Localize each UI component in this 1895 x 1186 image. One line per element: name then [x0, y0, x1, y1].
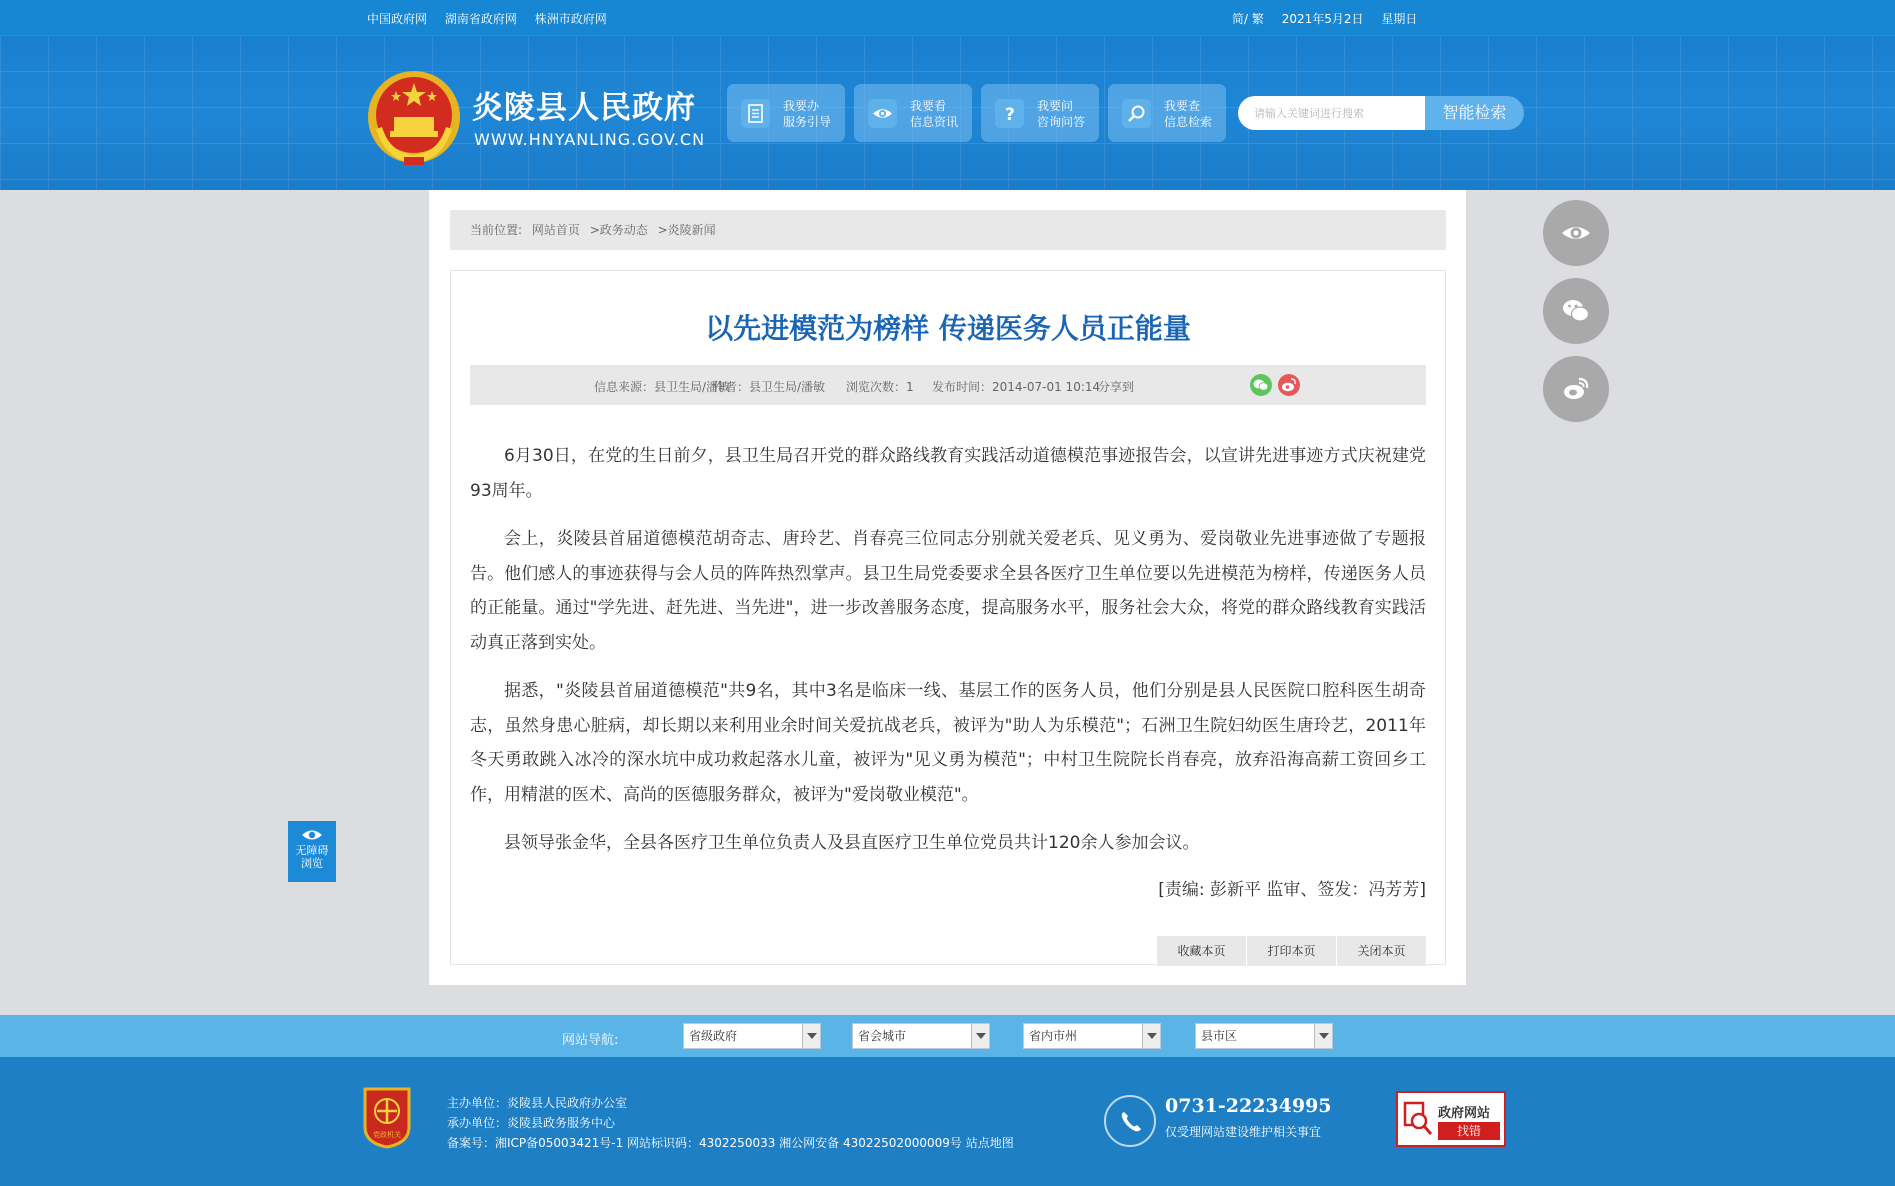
accessibility-line2: 浏览	[301, 857, 323, 870]
service-banli-button[interactable]	[727, 84, 845, 142]
accessibility-button[interactable]	[288, 821, 336, 882]
breadcrumb-prefix: 当前位置:	[470, 223, 523, 237]
site-header	[0, 35, 1895, 190]
top-links	[367, 10, 621, 27]
lang-switch[interactable]: 简/ 繁	[1232, 12, 1264, 26]
side-eye-button[interactable]	[1543, 200, 1609, 266]
article-paragraph: 6月30日，在党的生日前夕，县卫生局召开党的群众路线教育实践活动道德模范事迹报告会，以宣讲先进事迹方式庆祝建党93周年。	[470, 446, 1426, 501]
top-right-info	[1232, 10, 1431, 27]
footer-info	[447, 1093, 1014, 1153]
footer-host: 主办单位：炎陵县人民政府办公室	[447, 1096, 628, 1110]
article	[450, 270, 1446, 965]
footer-phone: 0731-22234995	[1165, 1095, 1332, 1117]
findbug-line1: 政府网站	[1438, 1106, 1491, 1121]
meta-source: 信息来源：县卫生局/潘敏	[594, 380, 731, 394]
meta-views: 浏览次数：1	[846, 380, 914, 394]
select-value: 省会城市	[858, 1029, 907, 1043]
article-paragraph: 会上，炎陵县首届道德模范胡奇志、唐玲艺、肖春亮三位同志分别就关爱老兵、见义勇为、爱岗敬业先进事迹做了专题报告。他们感人的事迹获得与会人员的阵阵热烈掌声。县卫生局党委要求全县各医疗卫生单位要以先进模范为榜样，传递医务人员的正能量。通过"学先进、赶先进、当先进"，进一步改善服务态度，提高服务水平，服务社会大众，将党的群众路线教育实践活动真正落到实处。	[470, 529, 1426, 653]
wechat-icon	[1560, 295, 1592, 327]
weibo-icon	[1560, 373, 1592, 405]
badge-text: 党政机关	[373, 1131, 401, 1139]
svg-text:?: ?	[1005, 105, 1015, 124]
link-zhuzhou-gov[interactable]: 株洲市政府网	[534, 12, 607, 26]
article-body	[470, 439, 1426, 875]
site-nav-bar	[0, 1015, 1895, 1057]
article-editor: [责编: 彭新平 监审、签发：冯芳芳]	[1158, 880, 1426, 900]
breadcrumb	[450, 210, 1446, 250]
meta-share-label: 分享到	[1098, 380, 1135, 394]
select-capital-cities[interactable]	[852, 1023, 990, 1049]
service-line1: 我要办	[783, 99, 820, 113]
footer-phone-note: 仅受理网站建设维护相关事宜	[1165, 1125, 1322, 1139]
breadcrumb-local-news[interactable]: >炎陵新闻	[657, 223, 716, 237]
side-wechat-button[interactable]	[1543, 278, 1609, 344]
eye-icon	[1560, 217, 1592, 249]
meta-published: 发布时间：2014-07-01 10:14	[932, 380, 1101, 394]
breadcrumb-news[interactable]: >政务动态	[589, 223, 648, 237]
eye-icon	[301, 828, 323, 842]
select-counties[interactable]	[1195, 1023, 1333, 1049]
article-paragraph: 据悉，"炎陵县首届道德模范"共9名，其中3名是临床一线、基层工作的医务人员，他们分别是县人民医院口腔科医生胡奇志，虽然身患心脏病，却长期以来利用业余时间关爱抗战老兵，被评为"助人为乐模范"；石洲卫生院妇幼医生唐玲艺，2011年冬天勇敢跳入冰冷的深水坑中成功救起落水儿童，被评为"见义勇为模范"；中村卫生院院长肖春亮，放弃沿海高薪工资回乡工作，用精湛的医术、高尚的医德服务群众，被评为"爱岗敬业模范"。	[470, 681, 1426, 805]
service-line2: 信息资讯	[910, 115, 959, 129]
gov-site-findbug-button[interactable]	[1396, 1091, 1506, 1147]
chevron-down-icon	[802, 1024, 820, 1048]
select-provincial[interactable]	[683, 1023, 821, 1049]
main-content	[429, 190, 1466, 985]
side-weibo-button[interactable]	[1543, 356, 1609, 422]
share-weibo-icon[interactable]	[1278, 374, 1300, 396]
top-bar	[0, 0, 1895, 35]
breadcrumb-home[interactable]: 网站首页	[531, 223, 580, 237]
eye-icon	[868, 99, 897, 128]
document-icon	[741, 99, 770, 128]
service-cha-button[interactable]	[1108, 84, 1226, 142]
findbug-line2: 找错	[1438, 1122, 1500, 1140]
footer-undertaker: 承办单位：炎陵县政务服务中心	[447, 1116, 616, 1130]
search-input[interactable]	[1238, 96, 1426, 130]
phone-icon	[1104, 1095, 1156, 1147]
chevron-down-icon	[1142, 1024, 1160, 1048]
print-button[interactable]: 打印本页	[1246, 936, 1336, 966]
search-icon	[1122, 99, 1151, 128]
national-emblem-icon	[366, 69, 462, 169]
meta-author: 作者：县卫生局/潘敏	[713, 380, 826, 394]
article-title: 以先进模范为榜样 传递医务人员正能量	[705, 312, 1191, 345]
bookmark-button[interactable]: 收藏本页	[1156, 936, 1246, 966]
search-button[interactable]: 智能检索	[1425, 96, 1524, 130]
service-line2: 信息检索	[1164, 115, 1213, 129]
accessibility-line1: 无障碍	[295, 844, 329, 857]
article-meta	[470, 365, 1426, 405]
service-line2: 服务引导	[783, 115, 832, 129]
select-prefectures[interactable]	[1023, 1023, 1161, 1049]
share-wechat-icon[interactable]	[1250, 374, 1272, 396]
chevron-down-icon	[1314, 1024, 1332, 1048]
site-name: 炎陵县人民政府	[472, 90, 696, 126]
close-page-button[interactable]: 关闭本页	[1336, 936, 1426, 966]
link-china-gov[interactable]: 中国政府网	[367, 12, 428, 26]
link-hunan-gov[interactable]: 湖南省政府网	[444, 12, 517, 26]
service-wen-button[interactable]	[981, 84, 1099, 142]
current-date: 2021年5月2日	[1281, 12, 1364, 26]
site-url: WWW.HNYANLING.GOV.CN	[474, 130, 706, 149]
service-line2: 咨询问答	[1037, 115, 1086, 129]
party-gov-badge-icon[interactable]	[361, 1087, 413, 1149]
service-line1: 我要看	[910, 99, 947, 113]
select-value: 县市区	[1201, 1029, 1238, 1043]
service-line1: 我要问	[1037, 99, 1074, 113]
service-line1: 我要查	[1164, 99, 1201, 113]
select-value: 省级政府	[689, 1029, 738, 1043]
site-footer	[0, 1057, 1895, 1186]
current-weekday: 星期日	[1381, 12, 1418, 26]
footer-record: 备案号：湘ICP备05003421号-1 网站标识码：4302250033 湘公网安备 43022502000009号 站点地图	[447, 1136, 1014, 1150]
service-kan-button[interactable]	[854, 84, 972, 142]
article-paragraph: 县领导张金华，全县各医疗卫生单位负责人及县直医疗卫生单位党员共计120余人参加会议。	[504, 833, 1200, 853]
article-actions	[1156, 936, 1426, 966]
magnifier-icon	[1403, 1099, 1435, 1139]
question-icon	[995, 99, 1024, 128]
select-value: 省内市州	[1029, 1029, 1078, 1043]
chevron-down-icon	[971, 1024, 989, 1048]
nav-label: 网站导航:	[562, 1033, 619, 1048]
